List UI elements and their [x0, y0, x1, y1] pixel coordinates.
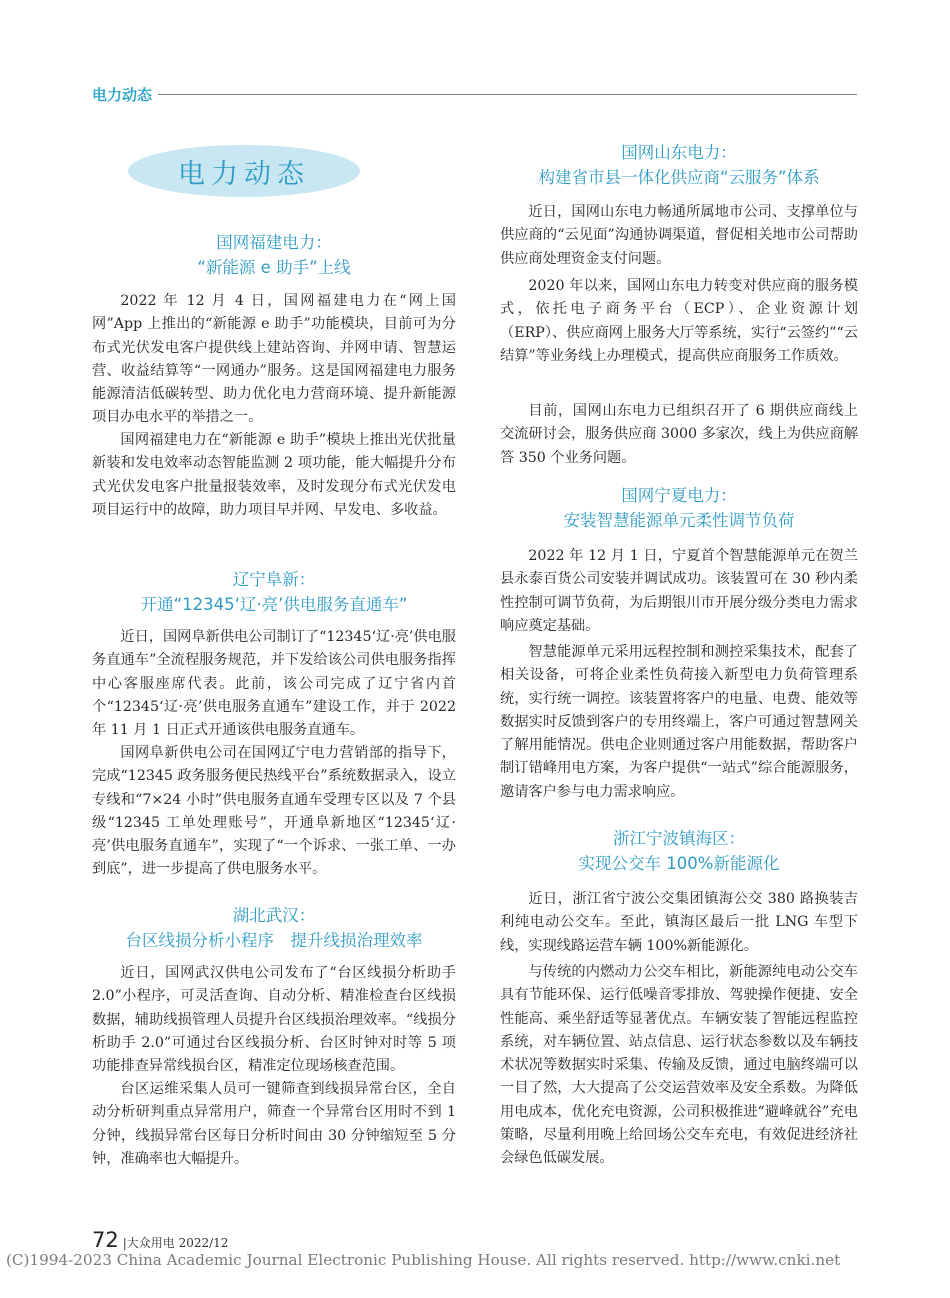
journal-name: |大众用电 2022/12 [122, 1236, 229, 1250]
article-paragraph: 2022 年 12 月 4 日，国网福建电力在“网上国网”App 上推出的“新能源 e 助手”功能模块，目前可为分布式光伏发电客户提供线上建站咨询、并网申请、智慧运营、收益结算等“一网通办”服务。这是国网福建电力服务能源清洁低碳转型、助力优化电力营商环境、提升新能源项目办电水平的举措之一。 [92, 293, 456, 426]
article-paragraph: 2020 年以来，国网山东电力转变对供应商的服务模式，依托电子商务平台（ECP）、企业资源计划（ERP）、供应商网上服务大厅等系统，实行“云签约”“云结算”等业务线上办理模式，提高供应商服务工作质效。 [500, 278, 858, 364]
article-paragraph: 近日，国网阜新供电公司制订了“12345‘辽·亮’供电服务直通车”全流程服务规范，并下发给该公司供电服务指挥中心客服座席代表。此前，该公司完成了辽宁省内首个“12345‘辽·亮’供电服务直通车”建设工作，并于 2022 年 11 月 1 日正式开通该供电服务直通车。 [92, 629, 456, 739]
article-paragraph: 台区运维采集人员可一键筛查到线损异常台区，全自动分析研判重点异常用户，筛查一个异常台区用时不到 1 分钟，线损异常台区每日分析时间由 30 分钟缩短至 5 分钟，准确率也大幅提升。 [92, 1081, 456, 1167]
article-title [92, 230, 456, 280]
article-title-line: 辽宁阜新： [232, 570, 316, 589]
section-label: 电力动态 [92, 85, 153, 104]
article-title-line: 湖北武汉： [232, 906, 316, 925]
page-number: 72 [92, 1228, 119, 1252]
article-title-line: “新能源 e 助手”上线 [197, 258, 351, 277]
article-title-line: 国网宁夏电力： [621, 486, 737, 505]
article-title [500, 826, 858, 876]
article-paragraph: 智慧能源单元采用远程控制和测控采集技术，配套了相关设备，可将企业柔性负荷接入新型电力负荷管理系统，实行统一调控。该装置将客户的电量、电费、能效等数据实时反馈到客户的专用终端上，客户可通过智慧网关了解用能情况。供电企业则通过客户用能数据，帮助客户制订错峰用电方案，为客户提供“一站式”综合能源服务，邀请客户参与电力需求响应。 [500, 644, 858, 800]
article-title [500, 483, 858, 533]
article-title-line: 台区线损分析小程序 提升线损治理效率 [125, 931, 423, 950]
article-title [92, 567, 456, 617]
article-title [500, 140, 858, 190]
article-title-line: 浙江宁波镇海区： [613, 829, 745, 848]
article-paragraph: 国网阜新供电公司在国网辽宁电力营销部的指导下，完成“12345 政务服务便民热线平台”系统数据录入，设立专线和“7×24 小时”供电服务直通车受理专区以及 7 个县级“12345 工单处理账号”，开通阜新地区“12345‘辽·亮’供电服务直通车”，实现了“一个诉求、一张工单、一办到底”，进一步提高了供电服务水平。 [92, 745, 456, 878]
article-title-line: 构建省市县一体化供应商“云服务”体系 [538, 168, 820, 187]
copyright-notice: (C)1994-2023 China Academic Journal Electronic Publishing House. All rights reserved. http://www.cnki.net [6, 1251, 841, 1269]
article-paragraph: 近日，国网山东电力畅通所属地市公司、支撑单位与供应商的“云见面”沟通协调渠道，督促相关地市公司帮助供应商处理资金支付问题。 [500, 204, 858, 267]
article-paragraph: 国网福建电力在“新能源 e 助手”模块上推出光伏批量新装和发电效率动态智能监测 2 项功能，能大幅提升分布式光伏发电客户批量报装效率，及时发现分布式光伏发电项目运行中的故障，助力项目早并网、早发电、多收益。 [92, 432, 456, 518]
article-title-line: 国网福建电力： [216, 233, 332, 252]
header-divider [158, 94, 857, 95]
section-banner: 电力动态 [128, 145, 360, 197]
article-title-line: 实现公交车 100%新能源化 [578, 854, 780, 873]
article-title-line: 安装智慧能源单元柔性调节负荷 [563, 511, 795, 530]
article-title-line: 国网山东电力： [621, 143, 737, 162]
section-header [92, 82, 857, 106]
article-title-line: 开通“12345‘辽·亮’供电服务直通车” [140, 595, 408, 614]
article-paragraph: 近日，国网武汉供电公司发布了“台区线损分析助手 2.0”小程序，可灵活查询、自动分析、精准检查台区线损数据，辅助线损管理人员提升台区线损治理效率。“线损分析助手 2.0”可通过台区线损分析、台区时钟对时等 5 项功能排查异常线损台区，精准定位现场核查范围。 [92, 965, 456, 1075]
page-footer [92, 1228, 228, 1252]
article-title [92, 903, 456, 953]
article-paragraph: 近日，浙江省宁波公交集团镇海公交 380 路换装吉利纯电动公交车。至此，镇海区最后一批 LNG 车型下线，实现线路运营车辆 100%新能源化。 [500, 891, 858, 954]
article-paragraph: 2022 年 12 月 1 日，宁夏首个智慧能源单元在贺兰县永泰百货公司安装并调试成功。该装置可在 30 秒内柔性控制可调节负荷，为后期银川市开展分级分类电力需求响应奠定基础。 [500, 548, 858, 634]
article-paragraph: 目前，国网山东电力已组织召开了 6 期供应商线上交流研讨会，服务供应商 3000 多家次，线上为供应商解答 350 个业务问题。 [500, 403, 858, 466]
article-paragraph: 与传统的内燃动力公交车相比，新能源纯电动公交车具有节能环保、运行低噪音零排放、驾驶操作便捷、安全性能高、乘坐舒适等显著优点。车辆安装了智能远程监控系统，对车辆位置、站点信息、运行状态参数以及车辆技术状况等数据实时采集、传输及反馈，通过电脑终端可以一目了然，大大提高了公交运营效率及安全系数。为降低用电成本，优化充电资源，公司积极推进“避峰就谷”充电策略，尽量利用晚上给回场公交车充电，有效促进经济社会绿色低碳发展。 [500, 964, 858, 1167]
